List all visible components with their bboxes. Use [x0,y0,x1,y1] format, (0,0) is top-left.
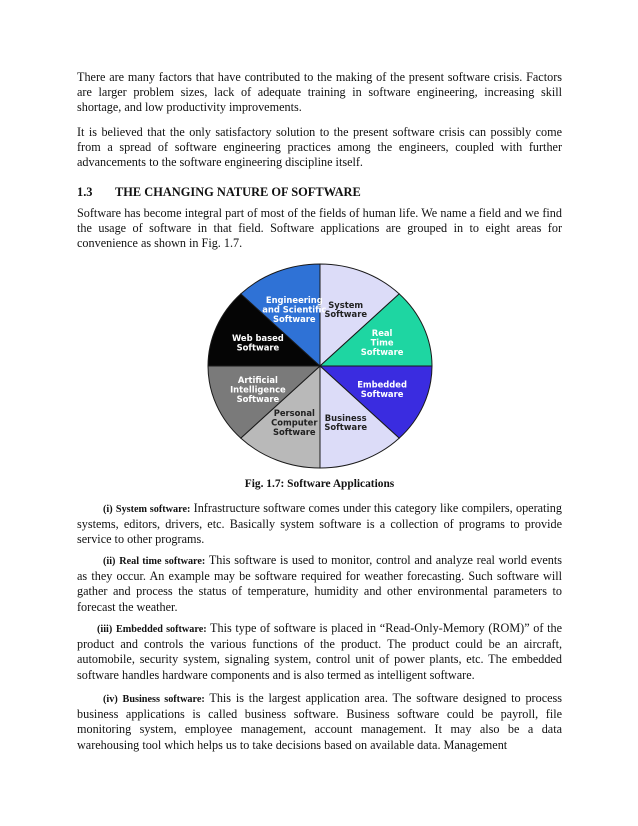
item-text: This is the largest application area. The software designed to process business applications is called business software. Business software could be payroll, file monitoring system, employee management, account management. It may also be a data warehousing tool which helps us to take decisions based on available data. Management [77,691,562,752]
item-label: Real time software: [119,556,206,567]
pie-label-embedded-software: Embedded Software [357,379,407,400]
item-number: (ii) [103,556,116,567]
item-number: (iv) [103,694,118,705]
software-applications-pie-chart [206,262,434,470]
section-title: THE CHANGING NATURE OF SOFTWARE [115,185,361,199]
item-real-time-software [77,553,562,615]
item-embedded-software [77,621,562,683]
item-system-software [77,501,562,548]
paragraph-solution: It is believed that the only satisfactory solution to the present software crisis can possibly come from a spread of software engineering practices among the engineers, coupled with further advancements to the software engineering discipline itself. [77,125,562,170]
paragraph-intro: Software has become integral part of most of the fields of human life. We name a field and we find the usage of software in that field. Software applications are grouped in to eight areas for convenience as shown in Fig. 1.7. [77,206,562,251]
pie-label-engineering-and-scientific-software: Engineering and Scientific Software [262,295,327,324]
item-number: (i) [103,504,113,515]
pie-label-personal-computer-software: Personal Computer Software [271,408,318,437]
item-label: Embedded software: [115,624,207,635]
item-text: This type of software is placed in “Read-Only-Memory (ROM)” of the product and controls the various functions of the product. The product could be an aircraft, automobile, security system, signaling system, control unit of power plants, etc. The embedded software handles hardware components and is also termed as intelligent software. [77,621,562,682]
item-label: Business software: [122,694,205,705]
item-text: This software is used to monitor, control and analyze real world events as they occur. An example may be software required for weather forecasting. Such software will gather and process the status of temperature, humidity and other environmental parameters to forecast the weather. [77,553,563,614]
pie-label-artificial-intelligence-software: Artificial Intelligence Software [230,375,286,404]
item-business-software [77,691,562,753]
pie-label-system-software: System Software [324,299,368,320]
section-number: 1.3 [77,185,93,199]
pie-label-real-time-software: Real Time Software [360,328,404,357]
paragraph-factors: There are many factors that have contributed to the making of the present software crisis. Factors are larger problem sizes, lack of adequate training in software engineering, increasing skill shortage, and low productivity improvements. [77,70,562,115]
figure-caption: Fig. 1.7: Software Applications [244,478,395,490]
item-number: (iii) [97,624,113,635]
item-label: System software: [115,504,191,515]
pie-label-business-software: Business Software [324,412,368,433]
item-text: Infrastructure software comes under this category like compilers, operating systems, editors, drivers, etc. Basically system software is a collection of programs to provide service to other programs. [77,501,562,547]
pie-label-web-based-software: Web based Software [231,332,284,353]
section-heading [77,185,562,200]
